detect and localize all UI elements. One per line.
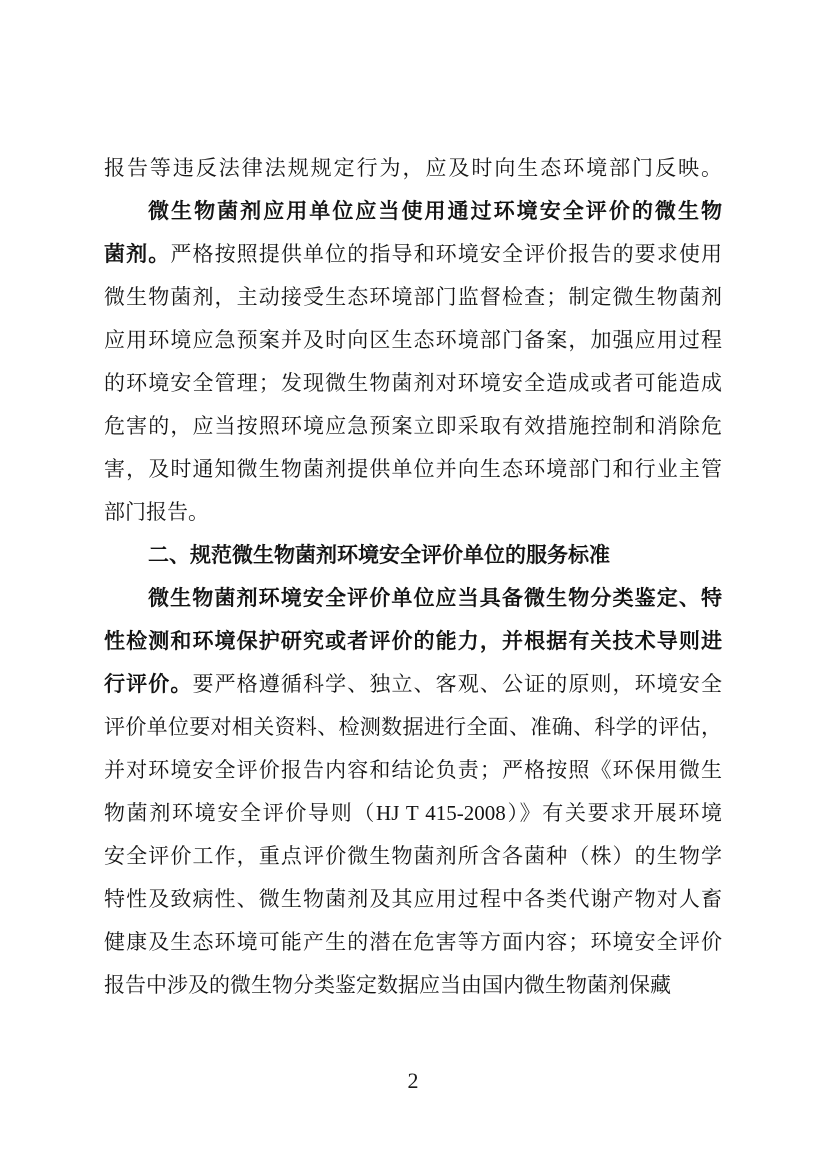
text-line xyxy=(104,835,722,878)
text-segment: 部门报告。 xyxy=(104,500,209,524)
text-segment: 安全评价工作，重点评价微生物菌剂所含各菌种（株）的生物学 xyxy=(104,844,722,868)
text-line xyxy=(104,491,722,534)
text-line xyxy=(104,405,722,448)
text-segment: 报告中涉及的微生物分类鉴定数据应当由国内微生物菌剂保藏 xyxy=(104,973,671,997)
text-segment: 害，及时通知微生物菌剂提供单位并向生态环境部门和行业主管 xyxy=(104,457,722,481)
text-line xyxy=(104,620,722,663)
text-segment: 特性及致病性、微生物菌剂及其应用过程中各类代谢产物对人畜 xyxy=(104,887,722,911)
bold-text-segment: 微生物菌剂环境安全评价单位应当具备微生物分类鉴定、特 xyxy=(148,587,722,610)
text-line xyxy=(104,706,722,749)
section-heading xyxy=(104,534,722,577)
text-line xyxy=(104,276,722,319)
bold-text-segment: 性检测和环境保护研究或者评价的能力，并根据有关技术导则进 xyxy=(104,630,722,653)
bold-text-segment: 微生物菌剂应用单位应当使用通过环境安全评价的微生物 xyxy=(148,200,722,223)
text-line xyxy=(104,233,722,276)
text-line xyxy=(104,190,722,233)
text-line xyxy=(104,749,722,792)
text-line xyxy=(104,663,722,706)
page-number: 2 xyxy=(407,1068,419,1093)
text-segment: 健康及生态环境可能产生的潜在危害等方面内容；环境安全评价 xyxy=(104,930,722,954)
text-segment: 并对环境安全评价报告内容和结论负责；严格按照《环保用微生 xyxy=(104,758,722,782)
text-segment: 要严格遵循科学、独立、客观、公证的原则，环境安全 xyxy=(192,672,723,696)
text-segment: 应用环境应急预案并及时向区生态环境部门备案，加强应用过程 xyxy=(104,328,722,352)
text-segment: 微生物菌剂，主动接受生态环境部门监督检查；制定微生物菌剂 xyxy=(104,285,722,309)
document-body xyxy=(104,147,722,1007)
text-line xyxy=(104,792,722,835)
section-heading-text: 二、规范微生物菌剂环境安全评价单位的服务标准 xyxy=(148,544,610,567)
text-line xyxy=(104,362,722,405)
text-segment: 物菌剂环境安全评价导则（HJ T 415-2008）》有关要求开展环境 xyxy=(104,801,722,825)
text-segment: 报告等违反法律法规规定行为，应及时向生态环境部门反映。 xyxy=(104,156,722,180)
text-line xyxy=(104,319,722,362)
text-segment: 严格按照提供单位的指导和环境安全评价报告的要求使用 xyxy=(170,242,723,266)
text-line xyxy=(104,147,722,190)
text-segment: 的环境安全管理；发现微生物菌剂对环境安全造成或者可能造成 xyxy=(104,371,722,395)
text-line xyxy=(104,448,722,491)
text-segment: 评价单位要对相关资料、检测数据进行全面、准确、科学的评估， xyxy=(104,715,722,739)
text-segment: 危害的，应当按照环境应急预案立即采取有效措施控制和消除危 xyxy=(104,414,722,438)
bold-text-segment: 菌剂。 xyxy=(104,243,171,266)
text-line xyxy=(104,577,722,620)
bold-text-segment: 行评价。 xyxy=(104,673,193,696)
text-line xyxy=(104,921,722,964)
text-line xyxy=(104,964,722,1007)
text-line xyxy=(104,878,722,921)
